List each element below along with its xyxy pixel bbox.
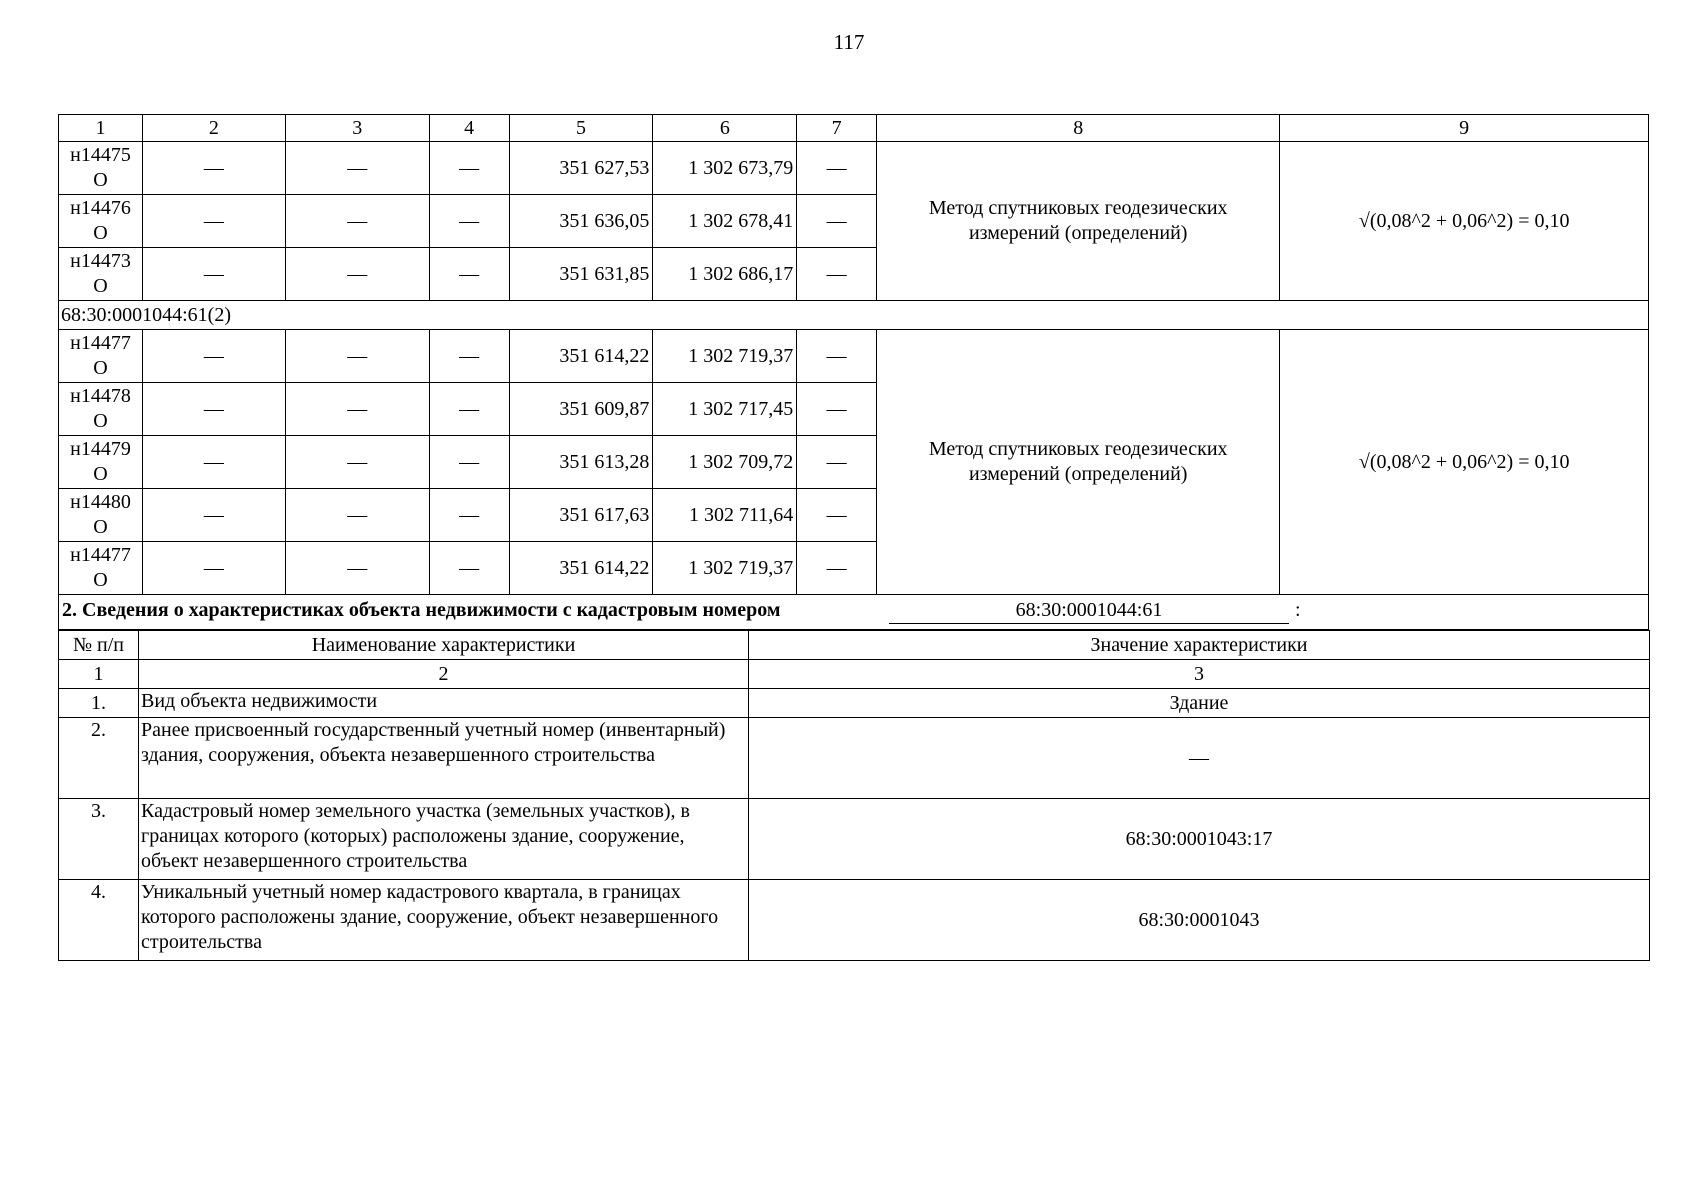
column-header: Наименование характеристики [139,631,749,660]
coord-x: 351 609,87 [509,383,653,436]
dash-cell: — [797,195,877,248]
coord-x: 351 636,05 [509,195,653,248]
column-header: 3 [285,115,429,142]
coord-y: 1 302 686,17 [653,248,797,301]
point-name: н14473 О [59,248,143,301]
table-row [59,142,1649,195]
table-row [59,330,1649,383]
dash-cell: — [429,330,509,383]
column-number: 1 [59,660,139,689]
table-header-row [59,115,1649,142]
dash-cell: — [143,489,286,542]
characteristic-name: Уникальный учетный номер кадастрового квартала, в границах которого расположены здание, сооружение, объект незавершенного строительства [139,880,749,961]
dash-cell: — [429,383,509,436]
coord-x: 351 631,85 [509,248,653,301]
dash-cell: — [429,195,509,248]
column-header: 8 [877,115,1280,142]
table-row [59,799,1650,880]
row-number: 2. [59,718,139,799]
column-number-row [59,660,1650,689]
column-header: 4 [429,115,509,142]
characteristic-value: 68:30:0001043:17 [749,799,1650,880]
dash-cell: — [285,195,429,248]
characteristic-value: Здание [749,689,1650,718]
column-header: 6 [653,115,797,142]
section-title: 2. Сведения о характеристиках объекта недвижимости с кадастровым номером [62,599,781,621]
table-row [59,880,1650,961]
coord-x: 351 613,28 [509,436,653,489]
accuracy-cell: √(0,08^2 + 0,06^2) = 0,10 [1280,330,1649,595]
dash-cell: — [143,383,286,436]
column-header: 9 [1280,115,1649,142]
row-number: 3. [59,799,139,880]
characteristic-name: Ранее присвоенный государственный учетный номер (инвентарный) здания, сооружения, объекта незавершенного строительства [139,718,749,799]
point-name: н14479 О [59,436,143,489]
characteristic-value: — [749,718,1650,799]
dash-cell: — [797,383,877,436]
dash-cell: — [429,142,509,195]
characteristic-name: Вид объекта недвижимости [139,689,749,718]
row-number: 1. [59,689,139,718]
dash-cell: — [285,542,429,595]
point-name: н14477 О [59,542,143,595]
coord-y: 1 302 673,79 [653,142,797,195]
dash-cell: — [429,542,509,595]
dash-cell: — [429,248,509,301]
part-label: 68:30:0001044:61(2) [59,301,1649,330]
dash-cell: — [143,330,286,383]
dash-cell: — [797,330,877,383]
dash-cell: — [143,542,286,595]
dash-cell: — [285,489,429,542]
dash-cell: — [797,248,877,301]
coord-x: 351 617,63 [509,489,653,542]
characteristics-table [58,630,1650,961]
section-2-heading [58,595,1649,630]
characteristic-name: Кадастровый номер земельного участка (земельных участков), в границах которого (которых) расположены здание, сооружение, объект незавершенного строительства [139,799,749,880]
table-header-row [59,631,1650,660]
dash-cell: — [143,142,286,195]
document-body [58,114,1649,961]
column-header: № п/п [59,631,139,660]
dash-cell: — [143,248,286,301]
coord-x: 351 627,53 [509,142,653,195]
row-number: 4. [59,880,139,961]
dash-cell: — [285,436,429,489]
dash-cell: — [285,330,429,383]
coord-y: 1 302 678,41 [653,195,797,248]
page-number: 117 [833,30,865,54]
point-name: н14480 О [59,489,143,542]
method-cell: Метод спутниковых геодезических измерений (определений) [877,330,1280,595]
coord-y: 1 302 711,64 [653,489,797,542]
column-number: 2 [139,660,749,689]
dash-cell: — [797,542,877,595]
coord-y: 1 302 709,72 [653,436,797,489]
method-cell: Метод спутниковых геодезических измерений (определений) [877,142,1280,301]
dash-cell: — [429,489,509,542]
dash-cell: — [143,436,286,489]
column-header: 2 [143,115,286,142]
column-header: 1 [59,115,143,142]
part-label-row [59,301,1649,330]
dash-cell: — [797,489,877,542]
dash-cell: — [797,436,877,489]
point-name: н14476 О [59,195,143,248]
dash-cell: — [285,383,429,436]
column-header: 5 [509,115,653,142]
point-name: н14475 О [59,142,143,195]
dash-cell: — [285,142,429,195]
point-name: н14478 О [59,383,143,436]
dash-cell: — [429,436,509,489]
dash-cell: — [797,142,877,195]
coord-y: 1 302 719,37 [653,330,797,383]
column-header: 7 [797,115,877,142]
section-colon: : [1295,599,1301,621]
table-row [59,718,1650,799]
coord-x: 351 614,22 [509,330,653,383]
dash-cell: — [285,248,429,301]
cadastral-number: 68:30:0001044:61 [889,597,1289,624]
characteristic-value: 68:30:0001043 [749,880,1650,961]
column-header: Значение характеристики [749,631,1650,660]
accuracy-cell: √(0,08^2 + 0,06^2) = 0,10 [1280,142,1649,301]
coordinates-table [58,114,1649,595]
coord-x: 351 614,22 [509,542,653,595]
coord-y: 1 302 717,45 [653,383,797,436]
point-name: н14477 О [59,330,143,383]
table-row [59,689,1650,718]
dash-cell: — [143,195,286,248]
column-number: 3 [749,660,1650,689]
coord-y: 1 302 719,37 [653,542,797,595]
